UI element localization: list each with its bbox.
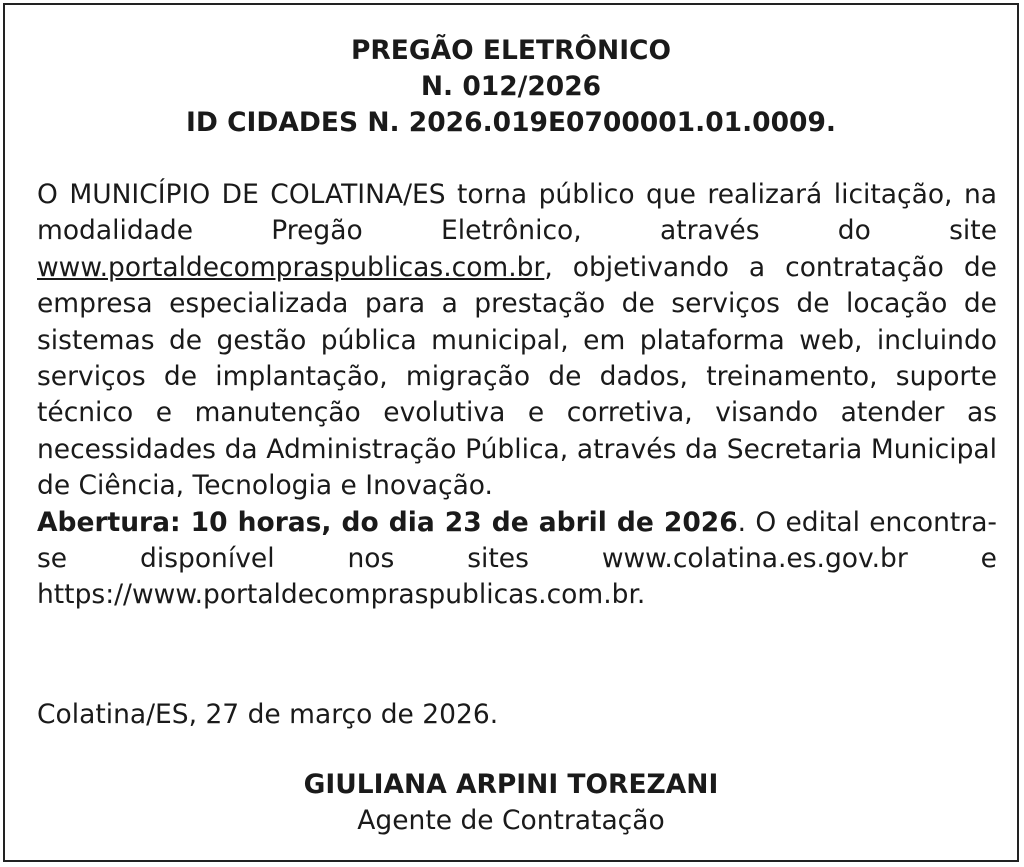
signatory-role: Agente de Contratação: [357, 805, 665, 836]
notice-id: ID CIDADES N. 2026.019E0700001.01.0009.: [186, 107, 836, 138]
notice-header: [5, 33, 1017, 141]
signatory-name: GIULIANA ARPINI TOREZANI: [303, 769, 719, 800]
intro-text: O MUNICÍPIO DE COLATINA/ES torna público que realizará licitação, na modalidade Pregão Eletrônico, através do site: [37, 179, 997, 247]
public-notice: [3, 3, 1019, 862]
signature-block: [5, 767, 1017, 839]
portal-link[interactable]: www.portaldecompraspublicas.com.br: [37, 251, 545, 283]
edital-text: . O edital encontra-se disponível nos sites www.colatina.es.gov.br e https://www.portaldecompraspublicas.com.br.: [37, 506, 997, 611]
opening-date: Abertura: 10 horas, do dia 23 de abril de 2026: [37, 506, 738, 538]
notice-body: [37, 177, 997, 614]
notice-title: PREGÃO ELETRÔNICO: [350, 35, 672, 66]
notice-number: N. 012/2026: [420, 71, 602, 102]
place-date: Colatina/ES, 27 de março de 2026.: [37, 699, 499, 730]
notice-paragraph-main: [37, 177, 997, 505]
object-text: , objetivando a contratação de empresa especializada para a prestação de serviços de locação de sistemas de gestão pública municipal, em plataforma web, incluindo serviços de implantação, migração de dados, treinamento, suporte técnico e manutenção evolutiva e corretiva, visando atender as necessidades da Administração Pública, através da Secretaria Municipal de Ciência, Tecnologia e Inovação.: [37, 251, 997, 502]
notice-paragraph-opening: [37, 505, 997, 614]
